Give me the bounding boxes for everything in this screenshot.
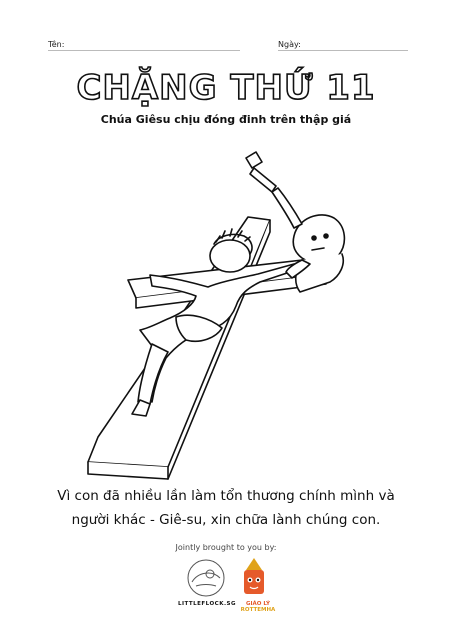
credit-text: Jointly brought to you by: <box>175 543 277 552</box>
crucifixion-illustration <box>80 132 380 492</box>
caption-line-1: Vì con đã nhiều lần làm tổn thương chính mình và <box>57 488 395 504</box>
date-field <box>278 40 408 49</box>
page-subtitle: Chúa Giêsu chịu đóng đinh trên thập giá <box>100 113 352 126</box>
page-title: CHẶNG THỨ 11 <box>76 68 376 108</box>
date-label: Ngày: <box>278 40 301 49</box>
caption-line-2: người khác - Giê-su, xin chữa lành chúng con. <box>71 512 381 528</box>
name-field <box>48 40 240 49</box>
name-label: Tên: <box>48 40 65 49</box>
caption <box>20 484 432 532</box>
giao-ly-logo <box>232 556 276 600</box>
logo2-label-a: GIÁO LÝ <box>245 601 271 607</box>
logo2-label <box>228 601 288 613</box>
date-line <box>278 50 408 51</box>
littleflock-logo <box>182 558 230 598</box>
logo2-label-b: ROTTEMHA <box>240 607 276 613</box>
name-line <box>48 50 240 51</box>
logo1-label: LITTLEFLOCK.SG <box>177 601 237 607</box>
